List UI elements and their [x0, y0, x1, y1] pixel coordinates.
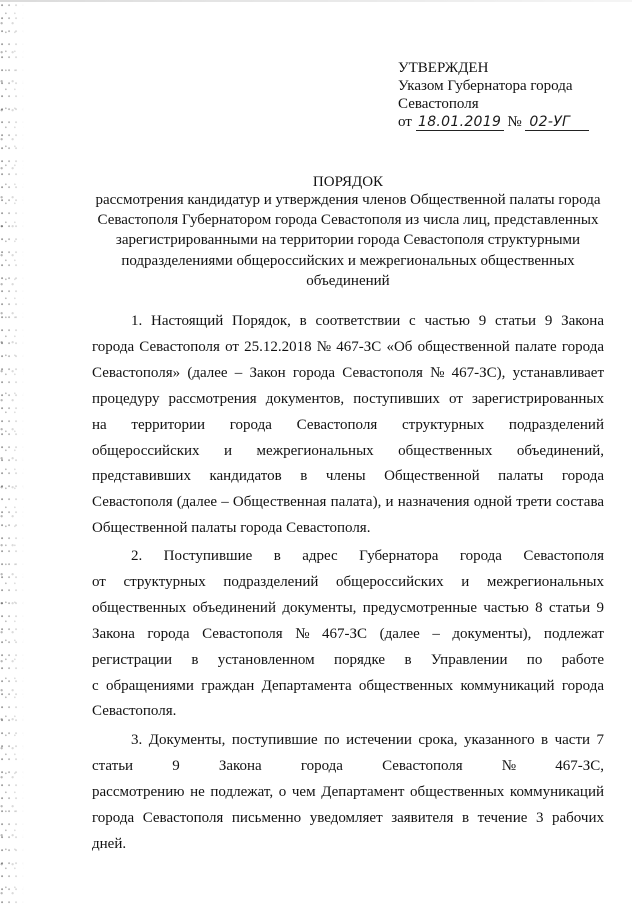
paragraph-line: представивших кандидатов в члены Общественной палаты города	[92, 468, 604, 485]
paragraph-line: от структурных подразделений общероссийских и межрегиональных	[92, 573, 604, 590]
paragraph-line: общероссийских и межрегиональных общественных объединений,	[92, 442, 604, 459]
paragraph-line: общественных объединений документы, предусмотренные частью 8 статьи 9	[92, 599, 604, 616]
approval-issuer-line: Указом Губернатора города	[398, 78, 573, 94]
document-subtitle-line: рассмотрения кандидатур и утверждения членов Общественной палаты города	[95, 192, 601, 208]
paragraph-2	[92, 544, 604, 725]
document-subtitle-line: Севастополя Губернатором города Севастополя из числа лиц, представленных	[97, 212, 599, 229]
paragraph-line: города Севастополя письменно уведомляет заявителя в течение 3 рабочих	[92, 809, 604, 826]
document-subtitle-line: подразделениями общероссийских и межрегиональных общественных	[121, 252, 575, 269]
paragraph-1	[92, 309, 604, 542]
paragraph-line: Закона города Севастополя № 467-ЗС (далее – документы), подлежат	[92, 625, 604, 642]
paragraph-line: рассмотрению не подлежат, о чем Департамент общественных коммуникаций	[92, 783, 604, 800]
paragraph-line: процедуру рассмотрения документов, поступивших от зарегистрированных	[92, 390, 604, 407]
approval-date-line	[398, 113, 624, 131]
paragraph-line: дней.	[92, 835, 127, 852]
approval-issuer-line: Севастополя	[398, 96, 479, 112]
document-subtitle-line: объединений	[306, 272, 390, 289]
handwritten-date: 18.01.2019	[416, 115, 504, 131]
paragraph-line: с обращениями граждан Департамента общественных коммуникаций города	[92, 677, 604, 694]
handwritten-number: 02-УГ	[525, 115, 589, 131]
date-prefix: от	[398, 114, 412, 130]
document-title: ПОРЯДОК	[312, 174, 384, 190]
paragraph-line: 3. Документы, поступившие по истечении срока, указанного в части 7	[131, 732, 604, 748]
approval-block	[398, 59, 624, 131]
document-subtitle-line: зарегистрированными на территории города Севастополя структурными	[115, 232, 581, 249]
paragraph-line: регистрации в установленном порядке в Управлении по работе	[92, 651, 604, 668]
paragraph-line: Севастополя.	[92, 703, 177, 720]
paragraph-line: города Севастополя от 25.12.2018 № 467-ЗС «Об общественной палате города	[92, 338, 604, 355]
paragraph-line: Севастополя» (далее – Закон города Севастополя № 467-ЗС), устанавливает	[92, 364, 604, 381]
scan-edge-noise	[0, 0, 24, 905]
paragraph-3	[92, 728, 604, 858]
paragraph-line: Общественной палаты города Севастополя.	[92, 520, 371, 537]
document-subtitle	[78, 190, 618, 291]
paragraph-line: статьи 9 Закона города Севастополя № 467-ЗС,	[92, 757, 604, 774]
number-sign: №	[507, 114, 522, 130]
approval-label: УТВЕРЖДЕН	[398, 60, 489, 76]
paragraph-line: 2. Поступившие в адрес Губернатора города Севастополя	[131, 548, 604, 564]
scan-top-edge	[0, 0, 632, 2]
paragraph-line: 1. Настоящий Порядок, в соответствии с частью 9 статьи 9 Закона	[131, 313, 604, 329]
paragraph-line: Севастополя (далее – Общественная палата), и назначения одной трети состава	[92, 494, 604, 511]
paragraph-line: на территории города Севастополя структурных подразделений	[92, 416, 604, 433]
